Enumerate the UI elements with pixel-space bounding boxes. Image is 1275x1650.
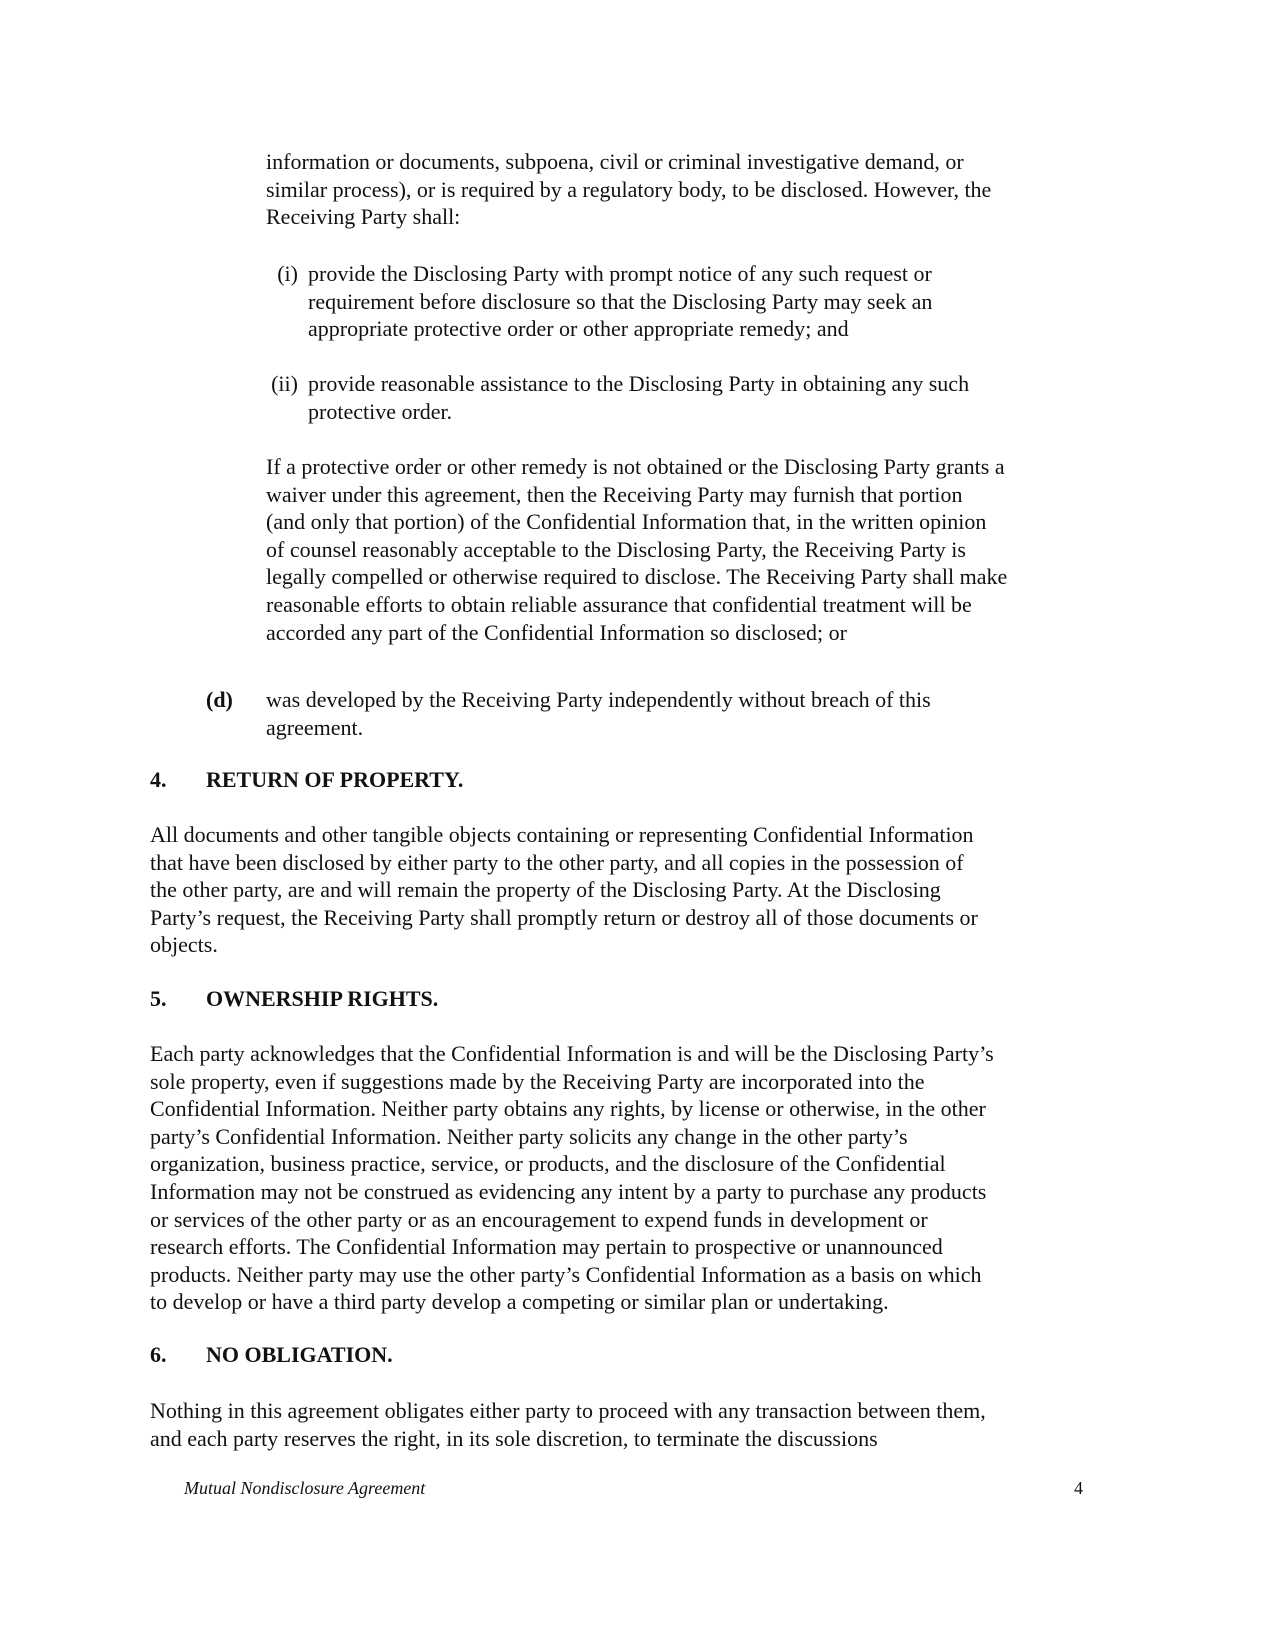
text-line: Party’s request, the Receiving Party shall promptly return or destroy all of those documents or [150, 904, 978, 930]
text-line: legally compelled or otherwise required to disclose. The Receiving Party shall make [266, 564, 1008, 590]
item-text [266, 686, 1096, 741]
text-line: similar process), or is required by a regulatory body, to be disclosed. However, the [266, 176, 992, 202]
text-line: research efforts. The Confidential Information may pertain to prospective or unannounced [150, 1234, 943, 1260]
item-marker: (d) [206, 687, 233, 712]
text-line: provide reasonable assistance to the Disclosing Party in obtaining any such [308, 371, 970, 396]
text-line: the other party, are and will remain the property of the Disclosing Party. At the Disclosing [150, 877, 941, 903]
subitem-marker: (ii) [271, 371, 298, 396]
text-line: Each party acknowledges that the Confidential Information is and will be the Disclosing Party’s [150, 1041, 994, 1066]
text-line: to develop or have a third party develop a competing or similar plan or undertaking. [150, 1289, 889, 1315]
text-line: If a protective order or other remedy is not obtained or the Disclosing Party grants a [266, 454, 1005, 479]
section-heading: NO OBLIGATION. [206, 1342, 393, 1367]
section-heading: RETURN OF PROPERTY. [206, 767, 464, 792]
text-line: sole property, even if suggestions made by the Receiving Party are incorporated into the [150, 1068, 925, 1094]
text-line: party’s Confidential Information. Neither party solicits any change in the other party’s [150, 1123, 908, 1149]
text-line: reasonable efforts to obtain reliable assurance that confidential treatment will be [266, 591, 972, 617]
remedy-paragraph [266, 453, 1106, 646]
text-line: information or documents, subpoena, civil or criminal investigative demand, or [266, 149, 964, 174]
section-body [150, 1040, 1110, 1316]
section-number: 5. [150, 986, 167, 1011]
text-line: was developed by the Receiving Party independently without breach of this [266, 687, 931, 712]
text-line: objects. [150, 932, 218, 958]
text-line: that have been disclosed by either party to the other party, and all copies in the possession of [150, 849, 964, 875]
page-number: 4 [1074, 1478, 1083, 1498]
text-line: of counsel reasonably acceptable to the Disclosing Party, the Receiving Party is [266, 536, 966, 562]
section-body [150, 821, 1110, 959]
text-line: protective order. [308, 398, 453, 424]
subitem-text [308, 260, 1098, 343]
text-line: and each party reserves the right, in its sole discretion, to terminate the discussions [150, 1425, 878, 1451]
text-line: appropriate protective order or other appropriate remedy; and [308, 316, 849, 342]
text-line: Nothing in this agreement obligates either party to proceed with any transaction between them, [150, 1398, 986, 1423]
text-line: waiver under this agreement, then the Receiving Party may furnish that portion [266, 481, 963, 507]
subitem-marker: (i) [277, 261, 298, 286]
footer-title: Mutual Nondisclosure Agreement [184, 1478, 426, 1498]
text-line: provide the Disclosing Party with prompt notice of any such request or [308, 261, 932, 286]
text-line: All documents and other tangible objects containing or representing Confidential Information [150, 822, 974, 847]
text-line: requirement before disclosure so that the Disclosing Party may seek an [308, 288, 933, 314]
section-heading: OWNERSHIP RIGHTS. [206, 986, 439, 1011]
text-line: agreement. [266, 714, 364, 740]
text-line: products. Neither party may use the other party’s Confidential Information as a basis on which [150, 1261, 982, 1287]
text-line: accorded any part of the Confidential Information so disclosed; or [266, 619, 847, 645]
section-number: 6. [150, 1342, 167, 1367]
text-line: (and only that portion) of the Confidential Information that, in the written opinion [266, 509, 987, 535]
text-line: Information may not be construed as evidencing any intent by a party to purchase any products [150, 1178, 987, 1204]
text-line: organization, business practice, service, or products, and the disclosure of the Confidential [150, 1151, 946, 1177]
section-body [150, 1397, 1110, 1452]
text-line: or services of the other party or as an encouragement to expend funds in development or [150, 1206, 928, 1232]
continuation-paragraph [266, 148, 1096, 231]
subitem-text [308, 370, 1098, 425]
text-line: Confidential Information. Neither party obtains any rights, by license or otherwise, in the other [150, 1096, 986, 1122]
text-line: Receiving Party shall: [266, 204, 461, 230]
section-number: 4. [150, 767, 167, 792]
